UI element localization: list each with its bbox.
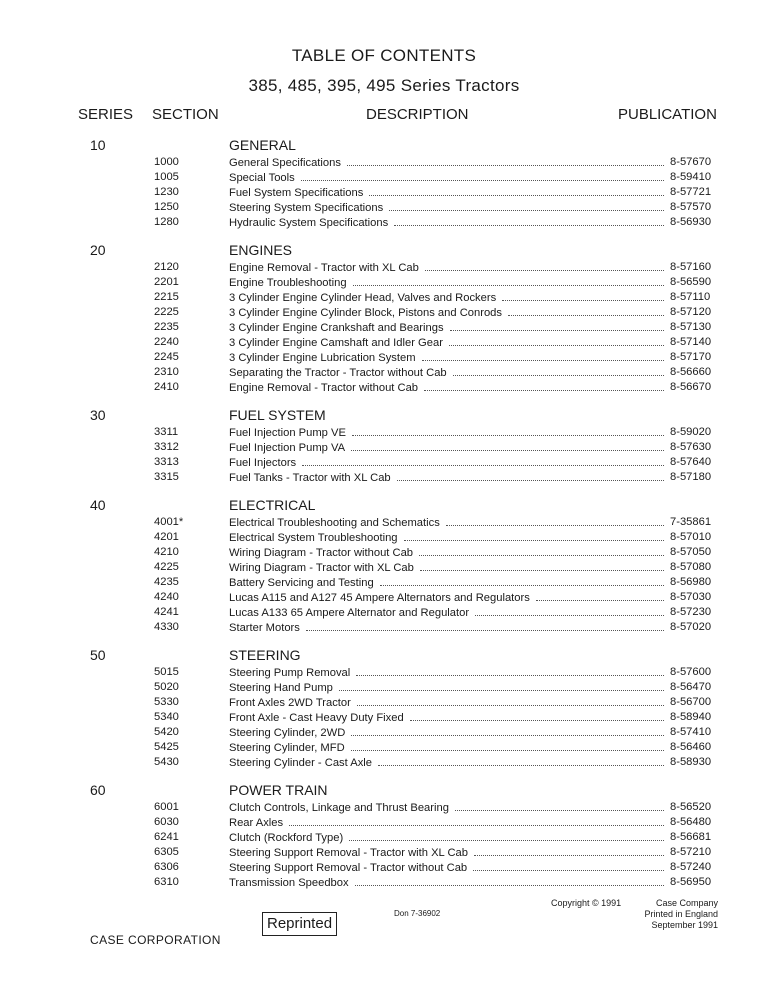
description-line <box>229 860 667 876</box>
print-date: September 1991 <box>651 920 718 930</box>
dot-leader <box>453 365 664 376</box>
series-number: 50 <box>90 647 106 663</box>
toc-row <box>0 290 768 305</box>
description-line <box>229 470 667 486</box>
section-description: Clutch (Rockford Type) <box>229 832 344 844</box>
section-number: 1230 <box>154 186 179 198</box>
section-description: Special Tools <box>229 172 295 184</box>
toc-row <box>0 170 768 185</box>
publication-number: 8-57050 <box>670 546 712 558</box>
publication-number: 8-56520 <box>670 801 712 813</box>
section-number: 6001 <box>154 801 179 813</box>
section-description: Wiring Diagram - Tractor without Cab <box>229 547 414 559</box>
dot-leader <box>404 530 664 541</box>
publication-number: 8-57570 <box>670 201 712 213</box>
section-number: 2310 <box>154 366 179 378</box>
toc-row <box>0 560 768 575</box>
toc-row <box>0 470 768 485</box>
description-line <box>229 815 667 831</box>
dot-leader <box>473 860 664 871</box>
dot-leader <box>347 155 664 166</box>
page-subtitle: 385, 485, 395, 495 Series Tractors <box>248 76 520 95</box>
dot-leader <box>449 335 664 346</box>
section-description: Rear Axles <box>229 817 284 829</box>
section-description: Clutch Controls, Linkage and Thrust Bearing <box>229 802 449 814</box>
section-description: Fuel System Specifications <box>229 187 364 199</box>
publication-number: 8-56670 <box>670 381 712 393</box>
description-line <box>229 170 667 186</box>
series-number: 40 <box>90 497 106 513</box>
toc-row <box>0 680 768 695</box>
dot-leader <box>369 185 664 196</box>
dot-leader <box>474 845 664 856</box>
section-description: Steering Support Removal - Tractor with XL Cab <box>229 847 468 859</box>
publication-number: 8-57140 <box>670 336 712 348</box>
section-description: Fuel Injectors <box>229 457 297 469</box>
toc-row <box>0 305 768 320</box>
toc-row <box>0 755 768 770</box>
toc-row <box>0 515 768 530</box>
dot-leader <box>420 560 664 571</box>
section-description: Separating the Tractor - Tractor without Cab <box>229 367 447 379</box>
toc-row <box>0 695 768 710</box>
section-description: Steering Cylinder - Cast Axle <box>229 757 373 769</box>
section-description: Steering Pump Removal <box>229 667 351 679</box>
publication-number: 8-56980 <box>670 576 712 588</box>
page-title: TABLE OF CONTENTS <box>291 46 477 65</box>
publication-number: 8-57670 <box>670 156 712 168</box>
series-heading: FUEL SYSTEM <box>229 407 326 423</box>
description-line <box>229 185 667 201</box>
toc-row <box>0 350 768 365</box>
dot-leader <box>380 575 664 586</box>
section-number: 2410 <box>154 381 179 393</box>
toc-row <box>0 710 768 725</box>
section-number: 5330 <box>154 696 179 708</box>
section-description: Lucas A115 and A127 45 Ampere Alternators and Regulators <box>229 592 530 604</box>
dot-leader <box>508 305 664 316</box>
description-line <box>229 755 667 771</box>
description-line <box>229 440 667 456</box>
section-number: 3313 <box>154 456 179 468</box>
publication-number: 8-57110 <box>670 291 711 303</box>
section-description: 3 Cylinder Engine Crankshaft and Bearings <box>229 322 444 334</box>
description-line <box>229 740 667 756</box>
publication-number: 8-57010 <box>670 531 712 543</box>
publication-number: 8-57640 <box>670 456 712 468</box>
description-line <box>229 200 667 216</box>
series-heading: ELECTRICAL <box>229 497 316 513</box>
section-description: 3 Cylinder Engine Cylinder Block, Pistons and Conrods <box>229 307 502 319</box>
printed-location: Printed in England <box>644 909 718 919</box>
description-line <box>229 380 667 396</box>
section-description: Fuel Injection Pump VE <box>229 427 346 439</box>
dot-leader <box>397 470 664 481</box>
publication-number: 8-56930 <box>670 216 712 228</box>
dot-leader <box>425 260 664 271</box>
dot-leader <box>351 725 664 736</box>
toc-row <box>0 365 768 380</box>
toc-row <box>0 380 768 395</box>
description-line <box>229 530 667 546</box>
series-number: 20 <box>90 242 106 258</box>
column-header-description: DESCRIPTION <box>366 106 469 123</box>
section-number: 2215 <box>154 291 179 303</box>
publication-number: 8-57410 <box>670 726 712 738</box>
toc-row <box>0 155 768 170</box>
series-number: 30 <box>90 407 106 423</box>
toc-row <box>0 455 768 470</box>
column-header-publication: PUBLICATION <box>618 106 717 123</box>
description-line <box>229 695 667 711</box>
description-line <box>229 290 667 306</box>
description-line <box>229 215 667 231</box>
description-line <box>229 155 667 171</box>
dot-leader <box>502 290 664 301</box>
description-line <box>229 830 667 846</box>
section-number: 3312 <box>154 441 179 453</box>
section-description: Steering Support Removal - Tractor without Cab <box>229 862 468 874</box>
dot-leader <box>353 275 664 286</box>
dot-leader <box>351 740 664 751</box>
publication-number: 8-57020 <box>670 621 712 633</box>
section-number: 4225 <box>154 561 179 573</box>
toc-row <box>0 200 768 215</box>
section-number: 3315 <box>154 471 179 483</box>
section-description: Starter Motors <box>229 622 300 634</box>
publication-number: 8-56470 <box>670 681 712 693</box>
toc-row <box>0 875 768 890</box>
toc-row <box>0 215 768 230</box>
section-number: 5020 <box>154 681 179 693</box>
publication-number: 8-59020 <box>670 426 712 438</box>
description-line <box>229 875 667 891</box>
section-description: 3 Cylinder Engine Camshaft and Idler Gear <box>229 337 443 349</box>
description-line <box>229 845 667 861</box>
dot-leader <box>410 710 664 721</box>
publication-number: 8-57130 <box>670 321 712 333</box>
dot-leader <box>422 350 664 361</box>
section-description: Engine Removal - Tractor without Cab <box>229 382 419 394</box>
section-description: Transmission Speedbox <box>229 877 349 889</box>
section-description: Engine Removal - Tractor with XL Cab <box>229 262 419 274</box>
publication-number: 8-56950 <box>670 876 712 888</box>
publication-number: 8-57600 <box>670 666 712 678</box>
dot-leader <box>352 425 664 436</box>
corporation-name: CASE CORPORATION <box>90 933 221 947</box>
section-description: Hydraulic System Specifications <box>229 217 389 229</box>
toc-row <box>0 575 768 590</box>
copyright: Copyright © 1991 <box>551 898 622 908</box>
description-line <box>229 590 667 606</box>
publication-number: 8-56660 <box>670 366 712 378</box>
description-line <box>229 275 667 291</box>
section-number: 2240 <box>154 336 179 348</box>
section-list <box>0 260 768 395</box>
section-number: 5340 <box>154 711 179 723</box>
dot-leader <box>301 170 664 181</box>
series-heading: ENGINES <box>229 242 293 258</box>
publication-number: 7-35861 <box>670 516 712 528</box>
section-description: Battery Servicing and Testing <box>229 577 374 589</box>
section-number: 2225 <box>154 306 179 318</box>
dot-leader <box>306 620 664 631</box>
section-description: Electrical Troubleshooting and Schematics <box>229 517 440 529</box>
dot-leader <box>455 800 664 811</box>
section-number: 4240 <box>154 591 179 603</box>
description-line <box>229 620 667 636</box>
description-line <box>229 800 667 816</box>
publication-number: 8-57240 <box>670 861 712 873</box>
dot-leader <box>302 455 664 466</box>
dot-leader <box>475 605 664 616</box>
dot-leader <box>446 515 664 526</box>
section-number: 6305 <box>154 846 179 858</box>
section-number: 5430 <box>154 756 179 768</box>
description-line <box>229 425 667 441</box>
section-number: 2235 <box>154 321 179 333</box>
section-number: 1005 <box>154 171 179 183</box>
publication-number: 8-57170 <box>670 351 712 363</box>
section-description: Steering Cylinder, 2WD <box>229 727 346 739</box>
toc-row <box>0 830 768 845</box>
section-list <box>0 800 768 890</box>
section-number: 6310 <box>154 876 179 888</box>
description-line <box>229 680 667 696</box>
publication-number: 8-57210 <box>670 846 712 858</box>
description-line <box>229 320 667 336</box>
section-number: 4210 <box>154 546 179 558</box>
dot-leader <box>394 215 664 226</box>
toc-row <box>0 275 768 290</box>
toc-row <box>0 320 768 335</box>
toc-row <box>0 800 768 815</box>
section-number: 1250 <box>154 201 179 213</box>
company-name: Case Company <box>655 898 718 908</box>
section-number: 6241 <box>154 831 179 843</box>
section-description: 3 Cylinder Engine Lubrication System <box>229 352 416 364</box>
section-list <box>0 425 768 485</box>
publication-number: 8-56700 <box>670 696 712 708</box>
section-number: 2201 <box>154 276 179 288</box>
document-number: Don 7-36902 <box>394 909 441 918</box>
section-description: Fuel Tanks - Tractor with XL Cab <box>229 472 391 484</box>
dot-leader <box>450 320 664 331</box>
publication-number: 8-57721 <box>670 186 712 198</box>
dot-leader <box>349 830 664 841</box>
column-header-series: SERIES <box>78 106 134 123</box>
section-number: 2245 <box>154 351 179 363</box>
description-line <box>229 665 667 681</box>
description-line <box>229 260 667 276</box>
series-heading: POWER TRAIN <box>229 782 328 798</box>
toc-row <box>0 620 768 635</box>
publication-number: 8-56460 <box>670 741 712 753</box>
toc-row <box>0 545 768 560</box>
series-number: 10 <box>90 137 106 153</box>
description-line <box>229 545 667 561</box>
description-line <box>229 350 667 366</box>
description-line <box>229 455 667 471</box>
section-number: 4201 <box>154 531 179 543</box>
toc-row <box>0 740 768 755</box>
description-line <box>229 560 667 576</box>
toc-row <box>0 725 768 740</box>
description-line <box>229 605 667 621</box>
section-list <box>0 155 768 230</box>
section-description: Electrical System Troubleshooting <box>229 532 398 544</box>
publication-number: 8-57230 <box>670 606 712 618</box>
dot-leader <box>389 200 664 211</box>
section-number: 5420 <box>154 726 179 738</box>
publication-number: 8-58940 <box>670 711 712 723</box>
section-number: 4235 <box>154 576 179 588</box>
publication-number: 8-59410 <box>670 171 712 183</box>
section-number: 4001* <box>154 516 184 528</box>
section-description: Engine Troubleshooting <box>229 277 347 289</box>
dot-leader <box>424 380 664 391</box>
section-number: 1280 <box>154 216 179 228</box>
description-line <box>229 515 667 531</box>
section-description: Lucas A133 65 Ampere Alternator and Regulator <box>229 607 470 619</box>
publication-number: 8-56590 <box>670 276 712 288</box>
section-number: 1000 <box>154 156 179 168</box>
publication-number: 8-57120 <box>670 306 712 318</box>
toc-row <box>0 440 768 455</box>
toc-row <box>0 335 768 350</box>
section-description: Steering Cylinder, MFD <box>229 742 345 754</box>
section-description: Front Axles 2WD Tractor <box>229 697 351 709</box>
dot-leader <box>339 680 664 691</box>
toc-row <box>0 530 768 545</box>
description-line <box>229 725 667 741</box>
description-line <box>229 335 667 351</box>
section-description: General Specifications <box>229 157 341 169</box>
section-list <box>0 515 768 635</box>
series-number: 60 <box>90 782 106 798</box>
section-number: 2120 <box>154 261 179 273</box>
toc-row <box>0 860 768 875</box>
section-description: 3 Cylinder Engine Cylinder Head, Valves and Rockers <box>229 292 497 304</box>
publication-number: 8-56480 <box>670 816 712 828</box>
dot-leader <box>419 545 664 556</box>
section-number: 5015 <box>154 666 179 678</box>
toc-row <box>0 665 768 680</box>
dot-leader <box>351 440 664 451</box>
publication-number: 8-56681 <box>670 831 712 843</box>
description-line <box>229 365 667 381</box>
toc-row <box>0 425 768 440</box>
toc-row <box>0 815 768 830</box>
publication-number: 8-57080 <box>670 561 712 573</box>
publication-number: 8-57030 <box>670 591 712 603</box>
dot-leader <box>356 665 664 676</box>
section-list <box>0 665 768 770</box>
description-line <box>229 710 667 726</box>
section-number: 3311 <box>154 426 179 438</box>
section-description: Wiring Diagram - Tractor with XL Cab <box>229 562 414 574</box>
section-number: 5425 <box>154 741 179 753</box>
toc-row <box>0 605 768 620</box>
toc-row <box>0 260 768 275</box>
publication-number: 8-57630 <box>670 441 712 453</box>
dot-leader <box>355 875 664 886</box>
description-line <box>229 305 667 321</box>
dot-leader <box>378 755 664 766</box>
publication-number: 8-58930 <box>670 756 712 768</box>
column-header-section: SECTION <box>152 106 219 123</box>
series-heading: STEERING <box>229 647 301 663</box>
reprinted-stamp: Reprinted <box>262 912 337 936</box>
section-description: Steering Hand Pump <box>229 682 333 694</box>
description-line <box>229 575 667 591</box>
section-number: 4241 <box>154 606 179 618</box>
dot-leader <box>289 815 664 826</box>
section-number: 6306 <box>154 861 179 873</box>
publication-number: 8-57180 <box>670 471 712 483</box>
toc-row <box>0 185 768 200</box>
section-description: Front Axle - Cast Heavy Duty Fixed <box>229 712 404 724</box>
publication-number: 8-57160 <box>670 261 712 273</box>
toc-row <box>0 590 768 605</box>
toc-row <box>0 845 768 860</box>
section-description: Steering System Specifications <box>229 202 384 214</box>
section-number: 6030 <box>154 816 179 828</box>
dot-leader <box>536 590 664 601</box>
section-description: Fuel Injection Pump VA <box>229 442 346 454</box>
dot-leader <box>357 695 664 706</box>
series-heading: GENERAL <box>229 137 296 153</box>
section-number: 4330 <box>154 621 179 633</box>
